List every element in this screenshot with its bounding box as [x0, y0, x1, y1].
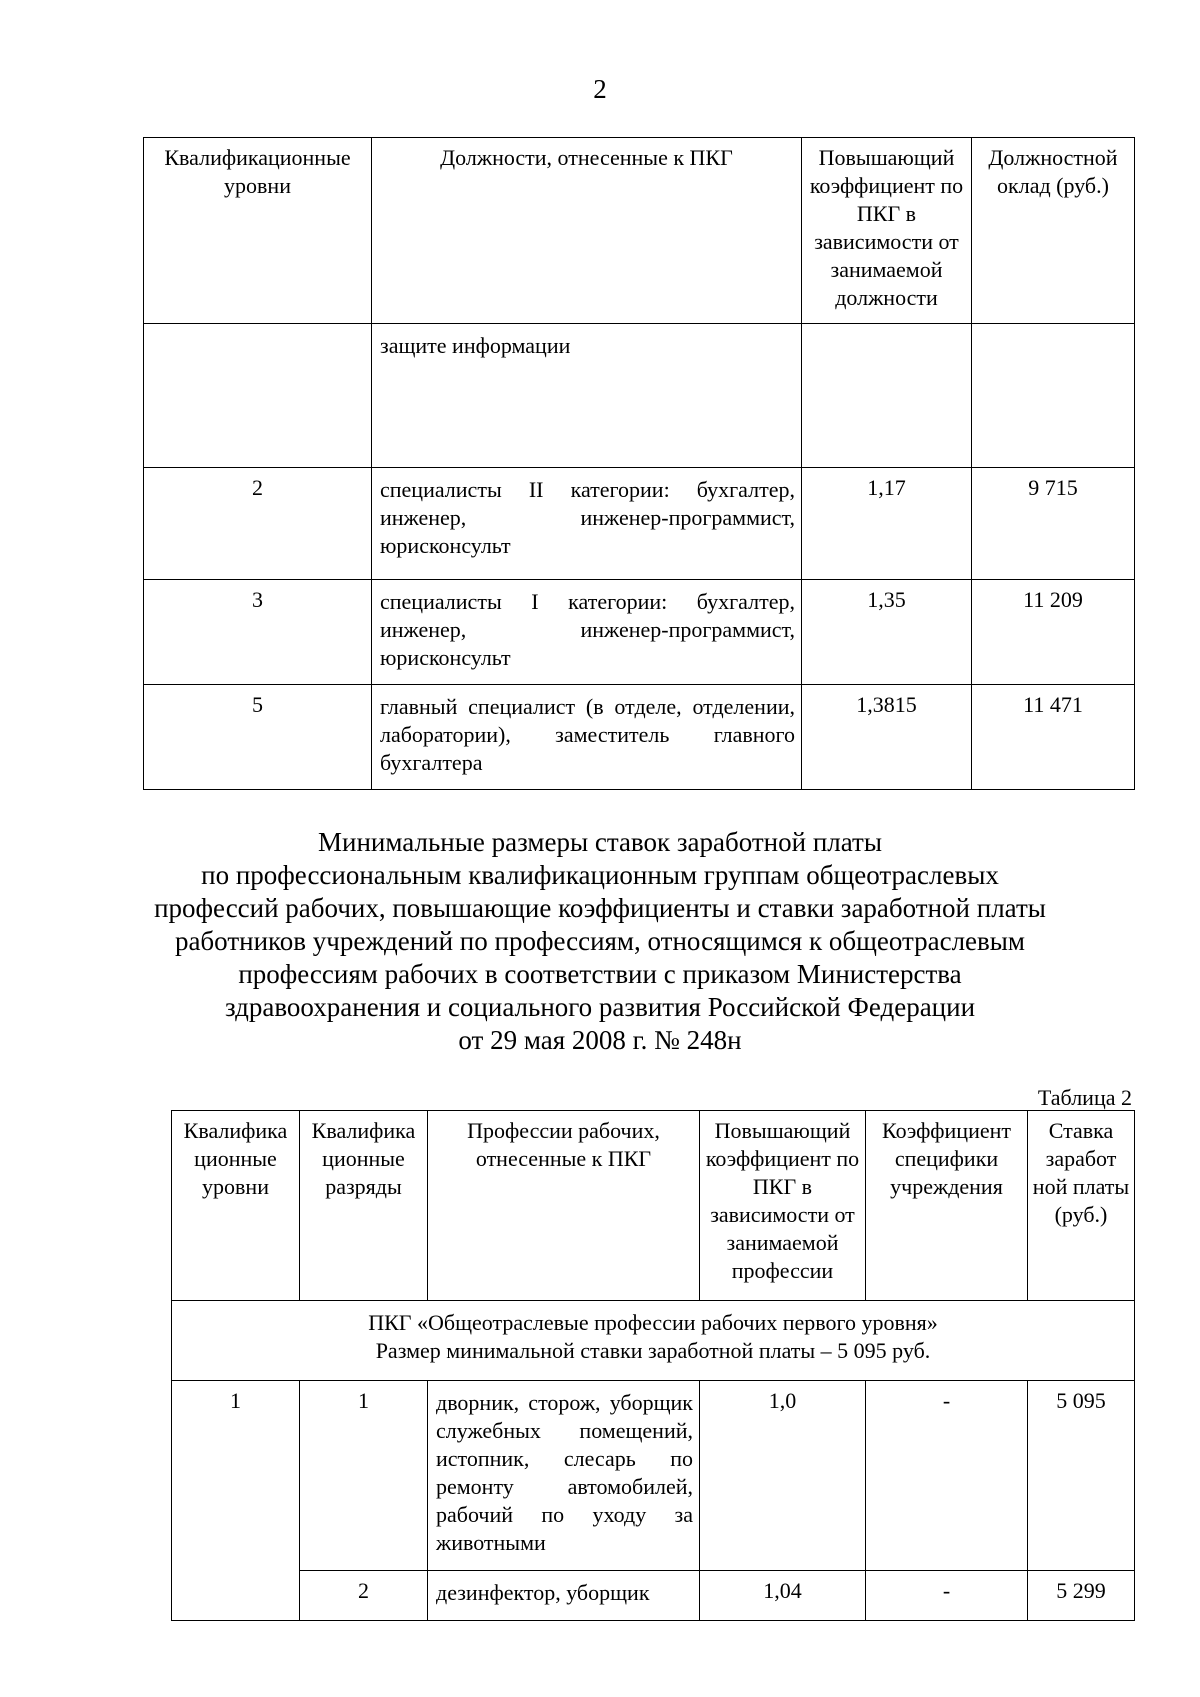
cell-level: 2 [144, 468, 372, 580]
header-coefficient: Повышающий коэффициент по ПКГ в зависимости от занимаемой должности [802, 138, 972, 324]
page-number: 2 [593, 74, 607, 104]
table-worker-professions [171, 1110, 1135, 1621]
cell-specificity: - [866, 1381, 1028, 1571]
cell-level: 1 [172, 1381, 300, 1621]
cell-coefficient [802, 324, 972, 468]
heading-line: по профессиональным квалификационным группам общеотраслевых [201, 860, 999, 890]
heading-line: профессий рабочих, повышающие коэффициенты и ставки заработной платы [154, 893, 1046, 923]
table-row [144, 468, 1135, 580]
cell-grade: 1 [300, 1381, 428, 1571]
cell-professions: дезинфектор, уборщик [428, 1571, 700, 1621]
cell-positions: защите информации [372, 324, 802, 468]
cell-professions: дворник, сторож, уборщик служебных помещений, истопник, слесарь по ремонту автомобилей, рабочий по уходу за животными [428, 1381, 700, 1571]
cell-rate: 5 299 [1028, 1571, 1135, 1621]
cell-positions: специалисты II категории: бухгалтер, инженер, инженер-программист, юрисконсульт [372, 468, 802, 580]
section-heading [0, 826, 1200, 1057]
header-salary: Должностной оклад (руб.) [972, 138, 1135, 324]
cell-level: 3 [144, 580, 372, 685]
heading-line: от 29 мая 2008 г. № 248н [458, 1025, 742, 1055]
cell-grade: 2 [300, 1571, 428, 1621]
header-qualification-levels: Квалификационные уровни [144, 138, 372, 324]
heading-line: профессиям рабочих в соответствии с приказом Министерства [238, 959, 962, 989]
cell-level: 5 [144, 685, 372, 790]
heading-line: работников учреждений по профессиям, относящимся к общеотраслевым [174, 926, 1026, 956]
header-professions: Профессии рабочих, отнесенные к ПКГ [428, 1111, 700, 1301]
cell-salary: 11 209 [972, 580, 1135, 685]
group-title [172, 1301, 1135, 1381]
group-min-rate: Размер минимальной ставки заработной платы – 5 095 руб. [375, 1338, 931, 1363]
cell-level [144, 324, 372, 468]
table-header-row [144, 138, 1135, 324]
header-coefficient: Повышающий коэффициент по ПКГ в зависимости от занимаемой профессии [700, 1111, 866, 1301]
cell-salary [972, 324, 1135, 468]
cell-coefficient: 1,04 [700, 1571, 866, 1621]
header-positions: Должности, отнесенные к ПКГ [372, 138, 802, 324]
cell-coefficient: 1,17 [802, 468, 972, 580]
table-row [144, 685, 1135, 790]
cell-coefficient: 1,35 [802, 580, 972, 685]
header-qualification-grades: Квалифика ционные разряды [300, 1111, 428, 1301]
table-row [172, 1381, 1135, 1571]
header-specificity-coefficient: Коэффициент специфики учреждения [866, 1111, 1028, 1301]
table-positions [143, 137, 1135, 790]
table-row [144, 580, 1135, 685]
cell-positions: главный специалист (в отделе, отделении, лаборатории), заместитель главного бухгалтера [372, 685, 802, 790]
cell-salary: 9 715 [972, 468, 1135, 580]
group-name: ПКГ «Общеотраслевые профессии рабочих первого уровня» [368, 1310, 938, 1335]
heading-line: здравоохранения и социального развития Российской Федерации [224, 992, 976, 1022]
table-row [172, 1571, 1135, 1621]
header-qualification-levels: Квалифика ционные уровни [172, 1111, 300, 1301]
cell-rate: 5 095 [1028, 1381, 1135, 1571]
table-caption: Таблица 2 [1037, 1085, 1132, 1110]
cell-specificity: - [866, 1571, 1028, 1621]
group-row [172, 1301, 1135, 1381]
cell-positions: специалисты I категории: бухгалтер, инженер, инженер-программист, юрисконсульт [372, 580, 802, 685]
header-wage-rate: Ставка заработ ной платы (руб.) [1028, 1111, 1135, 1301]
table-row [144, 324, 1135, 468]
cell-salary: 11 471 [972, 685, 1135, 790]
cell-coefficient: 1,0 [700, 1381, 866, 1571]
cell-coefficient: 1,3815 [802, 685, 972, 790]
table-header-row [172, 1111, 1135, 1301]
heading-line: Минимальные размеры ставок заработной платы [318, 827, 882, 857]
